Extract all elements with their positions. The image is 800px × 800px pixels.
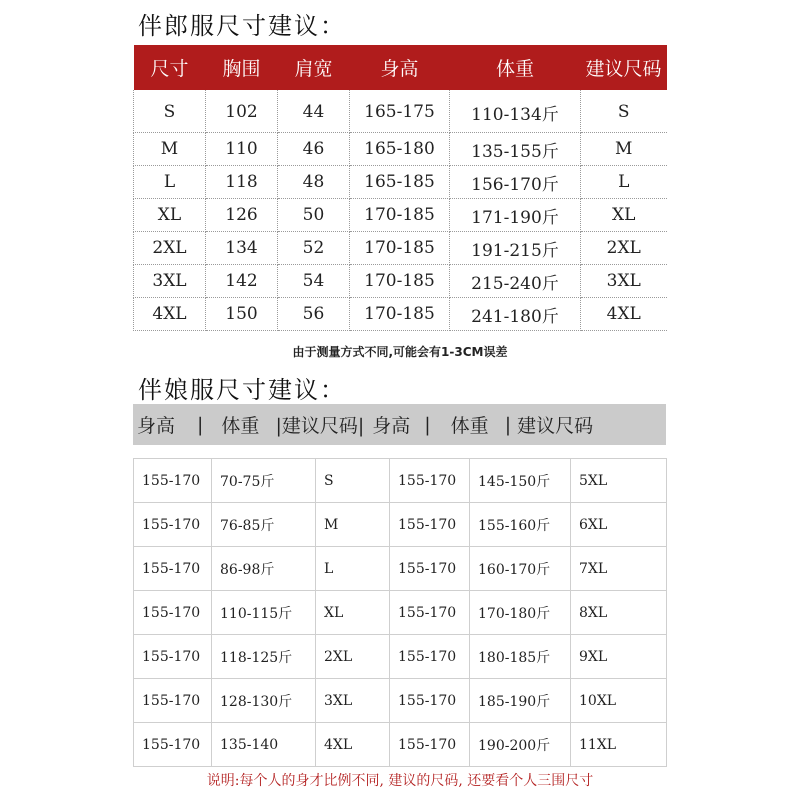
groomsman-table-row <box>134 133 667 166</box>
groomsman-table-row <box>134 166 667 199</box>
header-divider: | <box>197 413 204 436</box>
bridesmaid-table-cell: 5XL <box>571 459 667 503</box>
header-height: 身高 <box>350 45 450 90</box>
bridesmaid-table-cell: 155-170 <box>390 679 470 723</box>
header-height-2: 身高 <box>372 415 411 437</box>
groomsman-table-cell: 48 <box>278 166 350 199</box>
groomsman-table-row <box>134 298 667 331</box>
header-suggested-size: |建议尺码| <box>275 415 365 437</box>
bridesmaid-table-row <box>134 547 667 591</box>
groomsman-table-cell: 135-155斤 <box>450 133 581 166</box>
bridesmaid-table-cell: 190-200斤 <box>470 723 571 767</box>
groomsman-table-cell: 170-185 <box>350 298 450 331</box>
bridesmaid-table-cell: 155-170 <box>134 591 212 635</box>
bridesmaid-table-cell: 7XL <box>571 547 667 591</box>
bridesmaid-table-cell: 135-140 <box>212 723 316 767</box>
header-suggested-size-2: 建议尺码 <box>517 415 594 437</box>
bridesmaid-table-cell: L <box>316 547 390 591</box>
bridesmaid-table-cell: 155-170 <box>134 679 212 723</box>
size-explanation-footer: 说明:每个人的身才比例不同, 建议的尺码, 还要看个人三围尺寸 <box>206 773 594 789</box>
bridesmaid-size-table <box>133 458 667 767</box>
header-shoulder: 肩宽 <box>278 45 350 90</box>
bridesmaid-table-cell: 185-190斤 <box>470 679 571 723</box>
bridesmaid-table-cell: 155-170 <box>390 459 470 503</box>
groomsman-table-cell: 170-185 <box>350 265 450 298</box>
bridesmaid-table-cell: 6XL <box>571 503 667 547</box>
groomsman-table-cell: 215-240斤 <box>450 265 581 298</box>
groomsman-table-cell: 171-190斤 <box>450 199 581 232</box>
groomsman-table-cell: 165-175 <box>350 90 450 133</box>
groomsman-table-cell: 170-185 <box>350 199 450 232</box>
bridesmaid-table-cell: XL <box>316 591 390 635</box>
bridesmaid-table-cell: 70-75斤 <box>212 459 316 503</box>
bridesmaid-table-cell: 155-170 <box>134 723 212 767</box>
bridesmaid-table-cell: 155-170 <box>390 503 470 547</box>
groomsman-table-cell: 2XL <box>581 232 667 265</box>
bridesmaid-table-cell: 11XL <box>571 723 667 767</box>
bridesmaid-table-header <box>133 404 666 445</box>
bridesmaid-table-cell: 155-170 <box>134 503 212 547</box>
bridesmaid-table-cell: 155-170 <box>390 635 470 679</box>
groomsman-table-row <box>134 199 667 232</box>
header-height: 身高 <box>137 415 176 437</box>
groomsman-table-cell: 156-170斤 <box>450 166 581 199</box>
bridesmaid-table-cell: 3XL <box>316 679 390 723</box>
bridesmaid-table-row <box>134 635 667 679</box>
groomsman-size-title: 伴郎服尺寸建议： <box>138 12 346 40</box>
bridesmaid-table-cell: 160-170斤 <box>470 547 571 591</box>
bridesmaid-table-row <box>134 459 667 503</box>
groomsman-table-row <box>134 90 667 133</box>
bridesmaid-table-cell: 2XL <box>316 635 390 679</box>
bridesmaid-table-cell: 8XL <box>571 591 667 635</box>
bridesmaid-table-row <box>134 723 667 767</box>
bridesmaid-table-cell: M <box>316 503 390 547</box>
groomsman-table-cell: XL <box>134 199 206 232</box>
groomsman-table-cell: 170-185 <box>350 232 450 265</box>
header-weight: 体重 <box>450 45 581 90</box>
bridesmaid-table-cell: 110-115斤 <box>212 591 316 635</box>
header-weight-2: 体重 <box>450 415 489 437</box>
groomsman-table-cell: 191-215斤 <box>450 232 581 265</box>
groomsman-table-row <box>134 232 667 265</box>
groomsman-table-cell: XL <box>581 199 667 232</box>
groomsman-table-cell: 50 <box>278 199 350 232</box>
groomsman-table-cell: 54 <box>278 265 350 298</box>
groomsman-table-cell: 165-185 <box>350 166 450 199</box>
bridesmaid-table-cell: 4XL <box>316 723 390 767</box>
groomsman-table-cell: 102 <box>206 90 278 133</box>
bridesmaid-table-cell: 155-170 <box>134 635 212 679</box>
groomsman-table-cell: M <box>134 133 206 166</box>
bridesmaid-table-row <box>134 503 667 547</box>
groomsman-table-cell: 150 <box>206 298 278 331</box>
groomsman-table-cell: 118 <box>206 166 278 199</box>
header-chest: 胸围 <box>206 45 278 90</box>
groomsman-table-cell: L <box>581 166 667 199</box>
bridesmaid-size-title: 伴娘服尺寸建议： <box>138 376 346 404</box>
measurement-note: 由于测量方式不同,可能会有1-3CM误差 <box>292 345 508 359</box>
groomsman-table-row <box>134 265 667 298</box>
groomsman-table-cell: 52 <box>278 232 350 265</box>
groomsman-table-cell: S <box>134 90 206 133</box>
bridesmaid-table-cell: 118-125斤 <box>212 635 316 679</box>
bridesmaid-table-cell: 155-170 <box>390 723 470 767</box>
bridesmaid-table-cell: 170-180斤 <box>470 591 571 635</box>
groomsman-table-cell: 241-180斤 <box>450 298 581 331</box>
bridesmaid-table-cell: 155-170 <box>390 591 470 635</box>
bridesmaid-table-row <box>134 679 667 723</box>
groomsman-size-table <box>133 45 667 331</box>
header-suggested-size: 建议尺码 <box>581 45 667 90</box>
groomsman-table-cell: 126 <box>206 199 278 232</box>
header-divider-2: | <box>424 413 431 436</box>
header-weight: 体重 <box>221 415 260 437</box>
bridesmaid-table-cell: 145-150斤 <box>470 459 571 503</box>
bridesmaid-table-row <box>134 591 667 635</box>
groomsman-table-cell: L <box>134 166 206 199</box>
bridesmaid-table-cell: S <box>316 459 390 503</box>
bridesmaid-table-cell: 9XL <box>571 635 667 679</box>
groomsman-table-cell: 110 <box>206 133 278 166</box>
bridesmaid-table-cell: 128-130斤 <box>212 679 316 723</box>
groomsman-table-cell: 3XL <box>581 265 667 298</box>
bridesmaid-table-cell: 155-160斤 <box>470 503 571 547</box>
groomsman-table-cell: 2XL <box>134 232 206 265</box>
groomsman-table-cell: 134 <box>206 232 278 265</box>
bridesmaid-table-cell: 155-170 <box>134 547 212 591</box>
groomsman-table-header-row <box>134 45 667 90</box>
groomsman-table-cell: 4XL <box>581 298 667 331</box>
bridesmaid-table-cell: 155-170 <box>390 547 470 591</box>
header-size: 尺寸 <box>134 45 206 90</box>
bridesmaid-table-cell: 180-185斤 <box>470 635 571 679</box>
groomsman-table-cell: 3XL <box>134 265 206 298</box>
groomsman-table-cell: 110-134斤 <box>450 90 581 133</box>
bridesmaid-table-cell: 10XL <box>571 679 667 723</box>
bridesmaid-table-cell: 86-98斤 <box>212 547 316 591</box>
bridesmaid-table-cell: 155-170 <box>134 459 212 503</box>
groomsman-table-cell: 46 <box>278 133 350 166</box>
groomsman-table-cell: S <box>581 90 667 133</box>
groomsman-table-cell: 4XL <box>134 298 206 331</box>
header-divider-3: | <box>504 413 512 436</box>
groomsman-table-cell: M <box>581 133 667 166</box>
groomsman-table-cell: 56 <box>278 298 350 331</box>
groomsman-table-cell: 142 <box>206 265 278 298</box>
groomsman-table-cell: 44 <box>278 90 350 133</box>
bridesmaid-table-cell: 76-85斤 <box>212 503 316 547</box>
groomsman-table-cell: 165-180 <box>350 133 450 166</box>
